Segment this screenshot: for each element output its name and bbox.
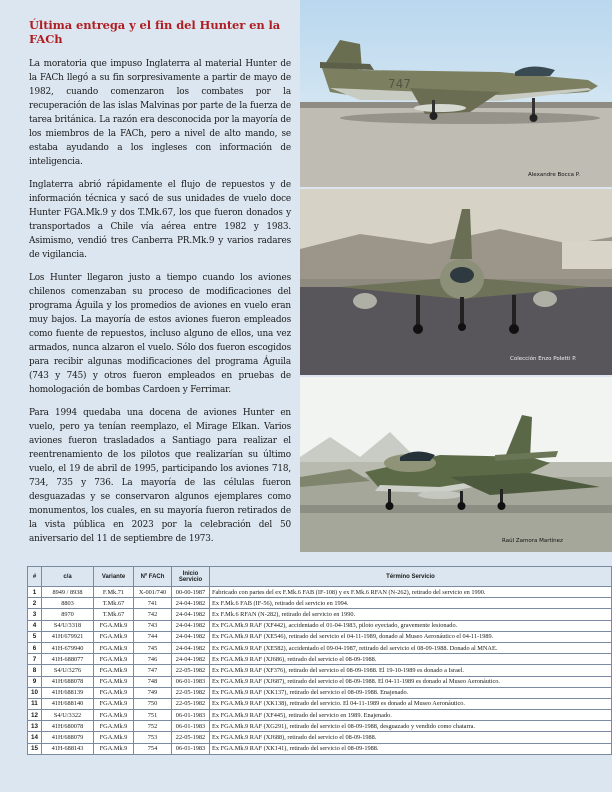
table-cell: 752	[134, 721, 172, 732]
article-paragraph: Para 1994 quedaba una docena de aviones Hunter en vuelo, pero ya tenían reemplazo, el Mirage Elkan. Varios aviones fueron trasladados a Santiago para realizar el reentrenamiento de los pilotos que realizarían su último vuelo, el 19 de abril de 1995, participando los aviones 718, 734, 735 y 736. La mayoría de las células fueron desguazadas y se conservaron algunos ejemplares como monumentos, los cuales, en su mayoría fueron retirados de la vista pública en 2023 por la celebración del 50 aniversario del 11 de septiembre de 1973.	[29, 408, 291, 544]
table-cell: 750	[134, 698, 172, 709]
table-cell: 24-04-1982	[172, 598, 210, 609]
table-row	[28, 676, 612, 687]
column-header: Nº FACh	[134, 567, 172, 587]
table-header-row	[28, 567, 612, 587]
table-row	[28, 642, 612, 653]
table-cell: 747	[134, 665, 172, 676]
table-cell: FGA.Mk.9	[94, 743, 134, 754]
table-cell: 24-04-1982	[172, 642, 210, 653]
table-cell: 4	[28, 620, 42, 631]
photo-hunter-taxi-image	[300, 189, 612, 375]
table-cell: T.Mk.67	[94, 609, 134, 620]
table-cell: FGA.Mk.9	[94, 698, 134, 709]
table-cell: Ex F.Mk.6 RFAN (N-282), retirado del servicio en 1990.	[210, 609, 612, 620]
table-row	[28, 665, 612, 676]
table-cell: FGA.Mk.9	[94, 676, 134, 687]
article-paragraph: Inglaterra abrió rápidamente el flujo de repuestos y de información técnica y sacó de sus unidades de vuelo doce Hunter FGA.Mk.9 y dos T.Mk.67, los que fueron donados y transportados a Chile vía aérea entre 1982 y 1983. Asimismo, vendió tres Canberra PR.Mk.9 y varios radares de vigilancia.	[29, 180, 291, 260]
table-cell: FGA.Mk.9	[94, 642, 134, 653]
table-row	[28, 687, 612, 698]
table-cell: 22-05-1982	[172, 665, 210, 676]
table-cell: FGA.Mk.9	[94, 710, 134, 721]
table-cell: 744	[134, 631, 172, 642]
hunter-service-table	[27, 566, 612, 755]
photo-credit: Raúl Zamora Martínez	[502, 538, 563, 544]
table-cell: 24-04-1982	[172, 620, 210, 631]
table-cell: 9	[28, 676, 42, 687]
table-cell: 41H-679940	[42, 642, 94, 653]
table-row	[28, 620, 612, 631]
table-cell: 8	[28, 665, 42, 676]
table-cell: 41H-688143	[42, 743, 94, 754]
table-cell: 8803	[42, 598, 94, 609]
table-cell: 748	[134, 676, 172, 687]
table-cell: 1	[28, 587, 42, 598]
column-header: Inicio Servicio	[172, 567, 210, 587]
table-row	[28, 710, 612, 721]
table-cell: 41H/680078	[42, 721, 94, 732]
table-cell: Fabricado con partes del ex F.Mk.6 FAB (IF-108) y ex F.Mk.6 RFAN (N-262), retirado del servicio en 1990.	[210, 587, 612, 598]
table-cell: 754	[134, 743, 172, 754]
table-cell: FGA.Mk.9	[94, 665, 134, 676]
table-cell: 06-01-1983	[172, 743, 210, 754]
table-cell: 7	[28, 654, 42, 665]
table-cell: F.Mk.71	[94, 587, 134, 598]
table-cell: 06-01-1983	[172, 710, 210, 721]
table-cell: FGA.Mk.9	[94, 721, 134, 732]
table-cell: FGA.Mk.9	[94, 654, 134, 665]
table-cell: 41H/688139	[42, 687, 94, 698]
table-cell: 24-04-1982	[172, 631, 210, 642]
table-cell: 8949 / 8938	[42, 587, 94, 598]
table-cell: 2	[28, 598, 42, 609]
hunter-service-table-container	[27, 566, 612, 755]
table-cell: Ex FGA.Mk.9 RAF (XE546), retirado del servicio el 04-11-1989, donado al Museo Aeronáutico el 04-11-1989.	[210, 631, 612, 642]
table-cell: 22-05-1982	[172, 732, 210, 743]
table-cell: 743	[134, 620, 172, 631]
column-header: Término Servicio	[210, 567, 612, 587]
table-cell: 06-01-1983	[172, 721, 210, 732]
table-cell: 14	[28, 732, 42, 743]
table-row	[28, 609, 612, 620]
table-cell: 5	[28, 631, 42, 642]
table-cell: 3	[28, 609, 42, 620]
table-cell: 41H-688077	[42, 654, 94, 665]
table-cell: 41H/688079	[42, 732, 94, 743]
table-cell: 00-00-1987	[172, 587, 210, 598]
table-row	[28, 654, 612, 665]
table-cell: S4/U/3322	[42, 710, 94, 721]
table-cell: X-001/740	[134, 587, 172, 598]
table-cell: Ex FGA.Mk.9 RAF (XK141), retirado del servicio el 08-09-1988.	[210, 743, 612, 754]
table-cell: Ex FGA.Mk.9 RAF (XJ688), retirado del servicio el 08-09-1988.	[210, 732, 612, 743]
table-cell: 741	[134, 598, 172, 609]
table-row	[28, 743, 612, 754]
column-header: Variante	[94, 567, 134, 587]
table-cell: Ex FGA.Mk.9 RAF (XE582), accidentado el 09-04-1987, retirado del servicio el 08-09-1988. Donado al MNAE.	[210, 642, 612, 653]
table-cell: 41H/679921	[42, 631, 94, 642]
table-row	[28, 698, 612, 709]
table-cell: 41H/688140	[42, 698, 94, 709]
table-cell: 22-05-1982	[172, 698, 210, 709]
table-cell: Ex FGA.Mk.9 RAF (XJ686), retirado del servicio el 08-09-1988.	[210, 654, 612, 665]
aircraft-marking: 747	[388, 77, 411, 91]
table-cell: 13	[28, 721, 42, 732]
table-cell: Ex FGA.Mk.9 RAF (XF442), accidentado el 01-04-1983, piloto eyectado, gravemente lesionado.	[210, 620, 612, 631]
table-cell: T.Mk.67	[94, 598, 134, 609]
table-cell: FGA.Mk.9	[94, 732, 134, 743]
photo-credit: Colección Enzo Poletti P.	[510, 356, 577, 362]
table-cell: S4/U/3276	[42, 665, 94, 676]
table-cell: 22-05-1982	[172, 687, 210, 698]
table-row	[28, 587, 612, 598]
article-paragraph: Los Hunter llegaron justo a tiempo cuando los aviones chilenos comenzaban su proceso de modificaciones del programa Águila y los promedios de aviones en vuelo eran muy bajos. La mayoría de estos aviones fueron empleados como fuente de repuestos, incluso alguno de ellos, una vez armados, nunca alzaron el vuelo. Sólo dos fueron escogidos para recibir algunas modificaciones del programa Águila (743 y 745) y otros fueron empleados en pruebas de homologación de bombas Cardoen y Ferrimar.	[29, 273, 291, 395]
table-row	[28, 732, 612, 743]
table-cell: S4/U/3318	[42, 620, 94, 631]
table-cell: 742	[134, 609, 172, 620]
article-paragraph: La moratoria que impuso Inglaterra al material Hunter de la FACh llegó a su fin sorpresivamente a partir de mayo de 1982, cuando comenzaron los combates por la recuperación de las islas Malvinas por parte de la fuerza de tarea británica. La razón era desconocida por la mayoría de los miembros de la FACh, pero a nivel de alto mando, se estaba ayudando a los ingleses con información de inteligencia.	[29, 59, 291, 167]
table-cell: 746	[134, 654, 172, 665]
photo-credit: Alexandre Bocca P.	[528, 172, 580, 178]
table-cell: 753	[134, 732, 172, 743]
article-title: Última entrega y el fin del Hunter en la FACh	[29, 18, 281, 46]
table-cell: 6	[28, 642, 42, 653]
table-row	[28, 631, 612, 642]
column-header: c/a	[42, 567, 94, 587]
table-cell: 11	[28, 698, 42, 709]
table-cell: 24-04-1982	[172, 654, 210, 665]
table-cell: Ex FGA.Mk.9 RAF (XJ687), retirado del servicio el 08-09-1988. El 04-11-1989 es donado al Museo Aeronáutico.	[210, 676, 612, 687]
table-cell: FGA.Mk.9	[94, 620, 134, 631]
table-cell: FGA.Mk.9	[94, 631, 134, 642]
table-cell: 06-01-1983	[172, 676, 210, 687]
table-cell: 10	[28, 687, 42, 698]
table-row	[28, 721, 612, 732]
table-cell: 41H/688078	[42, 676, 94, 687]
photo-hunter-trainer	[300, 377, 612, 552]
table-cell: FGA.Mk.9	[94, 687, 134, 698]
table-cell: Ex FGA.Mk.9 RAF (XF376), retirado del servicio el 08-09-1988. El 19-10-1989 es donado a Israel.	[210, 665, 612, 676]
table-row	[28, 598, 612, 609]
table-cell: 749	[134, 687, 172, 698]
photo-hunter-trainer-image	[300, 377, 612, 552]
photo-hunter-ramp	[300, 0, 612, 187]
table-cell: Ex F.Mk.6 FAB (IF-56), retirado del servicio en 1994.	[210, 598, 612, 609]
table-cell: Ex FGA.Mk.9 RAF (XF445), retirado del servicio en 1989. Enajenado.	[210, 710, 612, 721]
table-cell: 751	[134, 710, 172, 721]
table-cell: Ex FGA.Mk.9 RAF (XK138), retirado del servicio. El 04-11-1989 es donado al Museo Aeronáutico.	[210, 698, 612, 709]
table-cell: 745	[134, 642, 172, 653]
table-cell: Ex FGA.Mk.9 RAF (XG291), retirado del servicio el 08-09-1988, desguazado y vendido como chatarra.	[210, 721, 612, 732]
table-cell: 24-04-1982	[172, 609, 210, 620]
photo-hunter-taxi	[300, 189, 612, 375]
table-cell: 8970	[42, 609, 94, 620]
article-text-column	[29, 18, 291, 555]
table-cell: 15	[28, 743, 42, 754]
table-cell: 12	[28, 710, 42, 721]
photo-hunter-ramp-image	[300, 0, 612, 187]
table-cell: Ex FGA.Mk.9 RAF (XK137), retirado del servicio el 08-09-1988. Enajenado.	[210, 687, 612, 698]
column-header: #	[28, 567, 42, 587]
